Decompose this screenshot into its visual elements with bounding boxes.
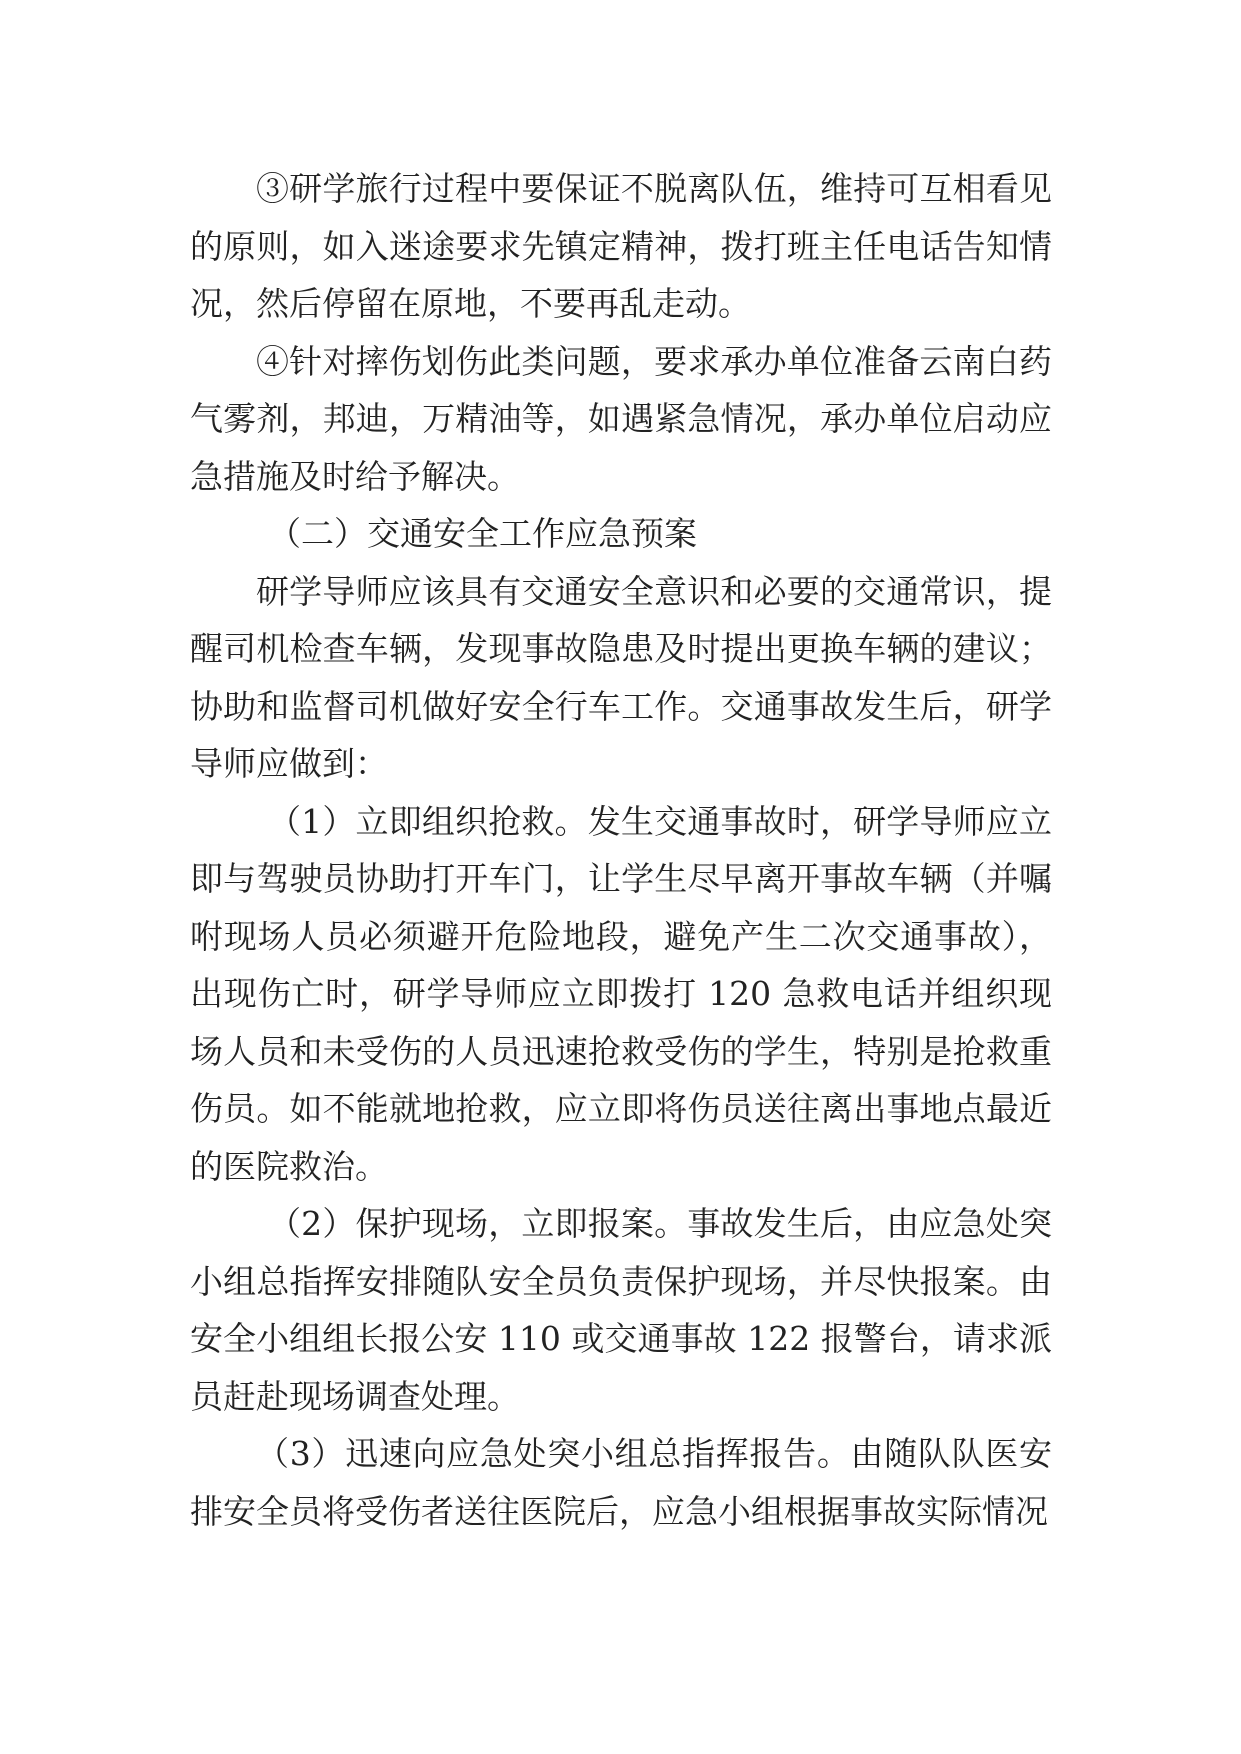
paragraph-item-3: ③研学旅行过程中要保证不脱离队伍，维持可互相看见的原则，如入迷途要求先镇定精神，拨打班主任电话告知情况，然后停留在原地，不要再乱走动。: [190, 169, 1052, 323]
document-body: [190, 160, 1052, 1540]
paragraph-intro: 研学导师应该具有交通安全意识和必要的交通常识，提醒司机检查车辆，发现事故隐患及时提出更换车辆的建议；协助和监督司机做好安全行车工作。交通事故发生后，研学导师应做到：: [190, 571, 1052, 783]
paragraph-step-1: （1）立即组织抢救。发生交通事故时，研学导师应立即与驾驶员协助打开车门，让学生尽早离开事故车辆（并嘱咐现场人员必须避开危险地段，避免产生二次交通事故），出现伤亡时，研学导师应立即拨打 120 急救电话并组织现场人员和未受伤的人员迅速抢救受伤的学生，特别是抢救重伤员。如不能就地抢救，应立即将伤员送往离出事地点最近的医院救治。: [190, 801, 1052, 1186]
section-heading: （二）交通安全工作应急预案: [268, 514, 697, 553]
paragraph-step-2: （2）保护现场，立即报案。事故发生后，由应急处突小组总指挥安排随队安全员负责保护现场，并尽快报案。由安全小组组长报公安 110 或交通事故 122 报警台，请求派员赶赴现场调查处理。: [190, 1204, 1052, 1416]
paragraph-step-3: （3）迅速向应急处突小组总指挥报告。由随队队医安排安全员将受伤者送往医院后，应急小组根据事故实际情况: [190, 1434, 1052, 1531]
paragraph-item-4: ④针对摔伤划伤此类问题，要求承办单位准备云南白药气雾剂，邦迪，万精油等，如遇紧急情况，承办单位启动应急措施及时给予解决。: [190, 341, 1052, 496]
